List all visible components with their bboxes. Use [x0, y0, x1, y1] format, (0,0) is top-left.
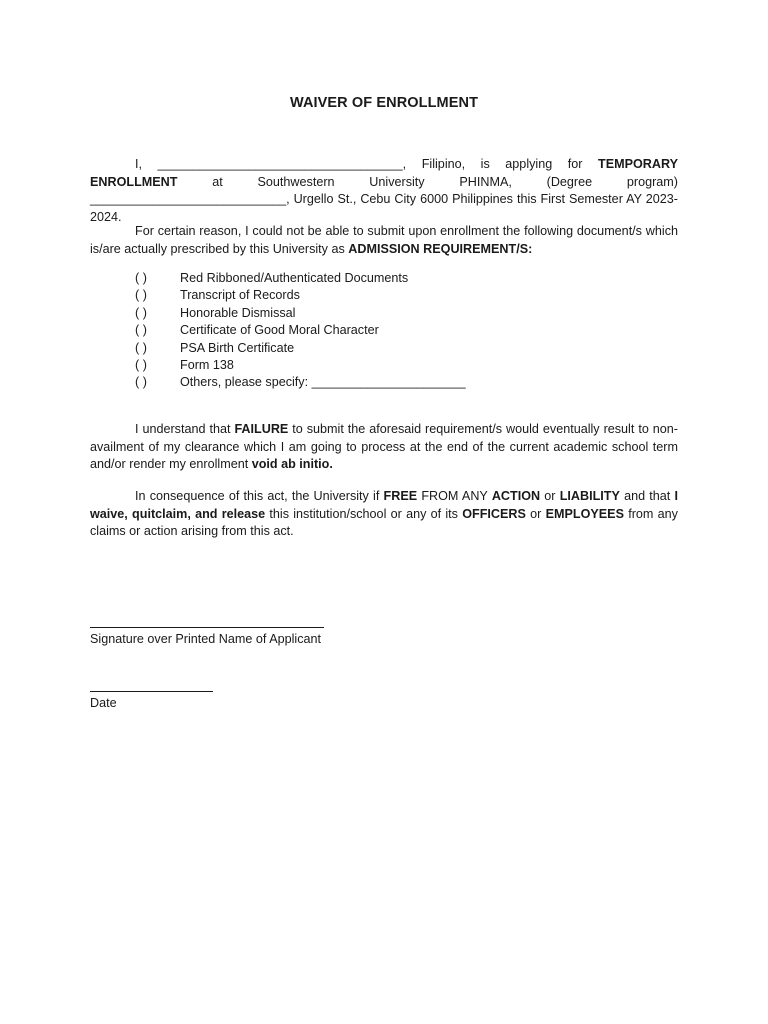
- employees-bold: EMPLOYEES: [545, 506, 624, 521]
- action-bold: ACTION: [491, 489, 541, 503]
- applicant-signature-label: Signature over Printed Name of Applicant: [90, 632, 322, 646]
- requirement-checkbox: ( ): [135, 305, 147, 320]
- requirement-label: PSA Birth Certificate: [180, 340, 295, 355]
- failure-paragraph: [90, 421, 678, 474]
- requirement-item: [135, 305, 466, 322]
- requirement-item: [135, 322, 466, 339]
- requirement-label: Honorable Dismissal: [180, 305, 296, 320]
- requirements-checklist: [135, 270, 466, 392]
- requirement-label: Certificate of Good Moral Character: [180, 323, 379, 338]
- requirement-item: [135, 357, 466, 374]
- applicant-signature-block: [90, 627, 324, 647]
- consequence-text-4: and that: [619, 489, 675, 503]
- reason-text: For certain reason, I could not be able to submit upon enrollment the following document/s which is/are actually prescribed by this University as: [90, 224, 678, 256]
- requirement-label: Form 138: [180, 357, 234, 372]
- requirement-checkbox: ( ): [135, 340, 147, 355]
- liability-bold: LIABILITY: [559, 489, 620, 503]
- failure-bold: FAILURE: [234, 422, 289, 436]
- officers-bold: OFFICERS: [462, 506, 526, 521]
- applicant-signature-line: [90, 627, 324, 628]
- consequence-text-5: this institution/school or any of its: [265, 506, 463, 521]
- requirement-label: Red Ribboned/Authenticated Documents: [180, 271, 409, 285]
- reason-paragraph: [90, 223, 678, 258]
- requirement-label: Others, please specify: ______________________: [180, 375, 466, 390]
- consequence-text-2: FROM ANY: [417, 489, 492, 503]
- applicant-statement-text-2: at Southwestern University PHINMA, (Degree program) ____________________________, Urgello St., Cebu City 6000 Philippines this First Semester AY 2023-2024.: [90, 174, 678, 224]
- requirement-checkbox: ( ): [135, 375, 147, 390]
- temporary-enrollment-bold: TEMPORARY ENROLLMENT: [90, 157, 678, 189]
- requirement-item: [135, 374, 466, 391]
- void-ab-initio-bold: void ab initio.: [251, 457, 333, 472]
- requirement-item: [135, 340, 466, 357]
- date-line: [90, 691, 213, 692]
- requirement-checkbox: ( ): [135, 323, 147, 338]
- failure-text-2: to submit the aforesaid requirement/s would eventually result to non-availment of my clearance which I am going to process at the end of the current academic school term and/or render my enrollment: [90, 422, 679, 472]
- requirement-checkbox: ( ): [135, 271, 147, 285]
- requirement-label: Transcript of Records: [180, 288, 300, 303]
- date-label: Date: [90, 696, 117, 710]
- applicant-statement-paragraph: [90, 156, 678, 226]
- consequence-text-1: In consequence of this act, the University if: [135, 489, 384, 503]
- admission-requirements-bold: ADMISSION REQUIREMENT/S:: [348, 241, 533, 256]
- applicant-statement-text-1: I, ___________________________________, Filipino, is applying for: [135, 157, 598, 171]
- document-title: WAIVER OF ENROLLMENT: [289, 95, 479, 111]
- failure-text-1: I understand that: [135, 422, 235, 436]
- consequence-text-6: or: [525, 506, 546, 521]
- requirement-item: [135, 287, 466, 304]
- date-block: [90, 691, 213, 711]
- waive-release-bold: I waive, quitclaim, and release: [90, 489, 679, 521]
- requirement-checkbox: ( ): [135, 357, 147, 372]
- consequence-paragraph: [90, 488, 678, 541]
- requirement-checkbox: ( ): [135, 288, 147, 303]
- consequence-text-3: or: [540, 489, 560, 503]
- requirement-item: [135, 270, 466, 287]
- consequence-text-7: from any claims or action arising from this act.: [90, 506, 678, 539]
- free-bold: FREE: [383, 489, 418, 503]
